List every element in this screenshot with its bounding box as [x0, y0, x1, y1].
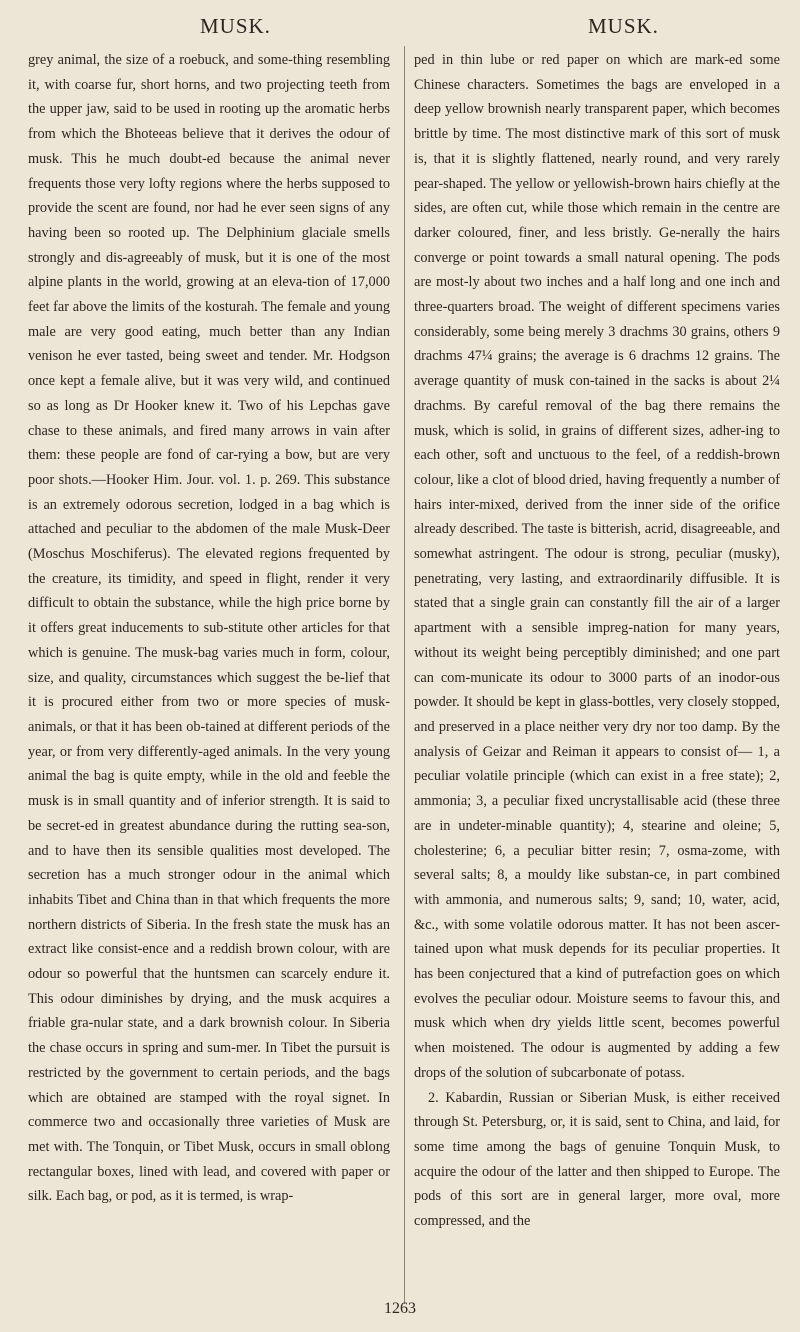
header-left: MUSK.	[200, 14, 271, 38]
left-column	[28, 48, 390, 1209]
running-header	[0, 10, 800, 44]
right-column	[414, 48, 780, 1234]
header-right: MUSK.	[588, 14, 659, 38]
page-number: 1263	[384, 1300, 416, 1317]
paragraph: grey animal, the size of a roebuck, and some-thing resembling it, with coarse fur, short horns, and two projecting teeth from the upper jaw, said to be used in rooting up the aromatic herbs from which the Bhoteeas believe that it derives the odour of musk. This he much doubt-ed because the animal never frequents those very lofty regions where the herbs supposed to provide the scent are found, nor had he ever seen signs of any having been so rooted up. The Delphinium glaciale smells strongly and dis-agreeably of musk, but it is one of the most alpine plants in the world, growing at an eleva-tion of 17,000 feet far above the limits of the kosturah. The female and young male are very good eating, much better than any Indian venison he ever tasted, being sweet and tender. Mr. Hodgson once kept a female alive, but it was very wild, and continued so as long as Dr Hooker knew it. Two of his Lepchas gave chase to these animals, and fired many arrows in vain after them: these people are fond of car-rying a bow, but are very poor shots.—Hooker Him. Jour. vol. 1. p. 269. This substance is an extremely odorous secretion, lodged in a bag which is attached and peculiar to the abdomen of the male Musk-Deer (Moschus Moschiferus). The elevated regions frequented by the creature, its timidity, and speed in flight, render it very difficult to obtain the substance, while the high price borne by it offers great inducements to sub-stitute other articles for that which is genuine. The musk-bag varies much in form, colour, size, and quality, circumstances which suggest the be-lief that it is procured either from two or more species of musk-animals, or that it has been ob-tained at different periods of the year, or from very differently-aged animals. In the very young animal the bag is quite empty, while in the old and feeble the musk is in small quantity and of inferior strength. It is said to be secret-ed in greatest abundance during the rutting sea-son, and to have then its sensible qualities most developed. The secretion has a much stronger odour in the animal which inhabits Tibet and China than in that which frequents the more northern districts of Siberia. In the fresh state the musk has an extract like consist-ence and a reddish brown colour, with are odour so powerful that the huntsmen can scarcely endure it. This odour diminishes by drying, and the musk acquires a friable gra-nular state, and a dark brownish colour. In Siberia the chase occurs in spring and sum-mer. In Tibet the pursuit is restricted by the government to certain periods, and the bags which are obtained are stamped with the royal signet. In commerce two and occasionally three varieties of Musk are met with. The Tonquin, or Tibet Musk, occurs in small oblong rectangular boxes, lined with lead, and covered with paper or silk. Each bag, or pod, as it is termed, is wrap-	[28, 52, 390, 1205]
paragraph: ped in thin lube or red paper on which are mark-ed some Chinese characters. Sometimes the bags are enveloped in a deep yellow brownish nearly transparent paper, which becomes brittle by time. The most distinctive mark of this sort of musk is, that it is slightly flattened, nearly round, and very rarely pear-shaped. The yellow or yellowish-brown hairs chiefly at the sides, are often cut, while those which remain in the centre are darker coloured, finer, and less bristly. Ge-nerally the hairs converge or point towards a small natural opening. The pods are most-ly about two inches and a half long and one inch and three-quarters broad. The weight of different specimens varies considerably, some being merely 3 drachms 30 grains, others 9 drachms 47¼ grains; the average is 6 drachms 12 grains. The average quantity of musk con-tained in the sacks is about 2¼ drachms. By careful removal of the bag there remains the musk, which is solid, in grains of different sizes, adher-ing to each other, soft and unctuous to the feel, of a reddish-brown colour, like a clot of blood dried, having frequently a number of hairs inter-mixed, derived from the inner side of the orifice already described. The taste is bitterish, acrid, disagreeable, and somewhat astringent. The odour is strong, peculiar (musky), penetrating, very lasting, and extraordinarily diffusible. It is stated that a single grain can constantly fill the air of a larger apartment with a sensible impreg-nation for many years, without its weight being perceptibly diminished; and one part can com-municate its odour to 3000 parts of an inodor-ous powder. It should be kept in glass-bottles, very closely stopped, and preserved in a place neither very dry nor too damp. By the analysis of Geizar and Reiman it appears to consist of— 1, a peculiar volatile principle (which can exist in a free state); 2, ammonia; 3, a peculiar fixed uncrystallisable acid (these three are in undeter-minable quantity); 4, stearine and oleine; 5, cholesterine; 6, a peculiar bitter resin; 7, osma-zome, with several salts; 8, a mouldy like substan-ce, in part combined with ammonia, and numerous salts; 9, sand; 10, water, acid, &c., with some volatile odorous matter. It has not been ascer-tained upon what musk depends for its peculiar properties. It has been conjectured that a kind of putrefaction goes on which evolves the peculiar odour. Moisture seems to favour this, and musk which when dry yields little scent, becomes powerful when moistened. The odour is augmented by adding a few drops of the solution of subcarbonate of potass.	[414, 52, 780, 1081]
paragraph: 2. Kabardin, Russian or Siberian Musk, is either received through St. Petersburg, or, it is said, sent to China, and laid, for some time among the bags of genuine Tonquin Musk, to acquire the odour of the latter and then shipped to Europe. The pods of this sort are in general larger, more oval, more compressed, and the	[414, 1089, 780, 1230]
column-divider	[404, 46, 405, 1304]
